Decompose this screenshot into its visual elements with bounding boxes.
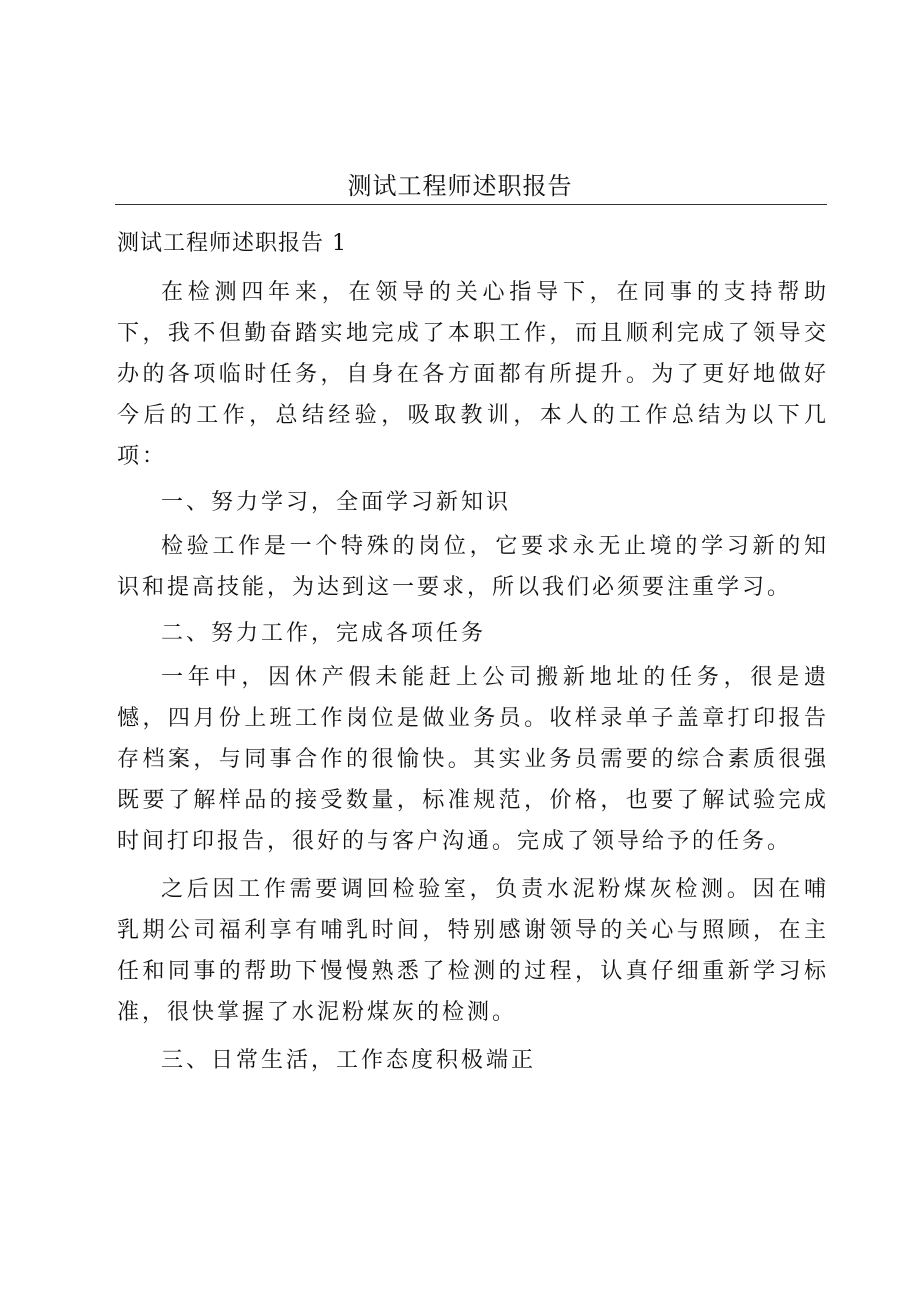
paragraph-work: 一年中，因休产假未能赶上公司搬新地址的任务，很是遗憾，四月份上班工作岗位是做业务员。收样录单子盖章打印报告存档案，与同事合作的很愉快。其实业务员需要的综合素质很强既要了解样品的接受数量，标准规范，价格，也要了解试验完成时间打印报告，很好的与客户沟通。完成了领导给予的任务。 [117, 665, 829, 854]
section-heading-3: 三、日常生活，工作态度积极端正 [161, 1048, 537, 1073]
document-title: 测试工程师述职报告 [347, 172, 573, 200]
paragraph-lab: 之后因工作需要调回检验室，负责水泥粉煤灰检测。因在哺乳期公司福利享有哺乳时间，特别感谢领导的关心与照顾，在主任和同事的帮助下慢慢熟悉了检测的过程，认真仔细重新学习标准，很快掌握了水泥粉煤灰的检测。 [117, 877, 829, 1025]
document-body [117, 272, 829, 1084]
title-divider [115, 204, 827, 205]
section-subtitle: 测试工程师述职报告 1 [117, 231, 347, 256]
section-heading-2: 二、努力工作，完成各项任务 [161, 621, 487, 646]
paragraph-intro: 在检测四年来，在领导的关心指导下，在同事的支持帮助下，我不但勤奋踏实地完成了本职工作，而且顺利完成了领导交办的各项临时任务，自身在各方面都有所提升。为了更好地做好今后的工作，总结经验，吸取教训，本人的工作总结为以下几项： [117, 280, 829, 469]
section-heading-1: 一、努力学习，全面学习新知识 [161, 490, 512, 515]
paragraph-learning: 检验工作是一个特殊的岗位，它要求永无止境的学习新的知识和提高技能，为达到这一要求，所以我们必须要注重学习。 [117, 534, 829, 600]
